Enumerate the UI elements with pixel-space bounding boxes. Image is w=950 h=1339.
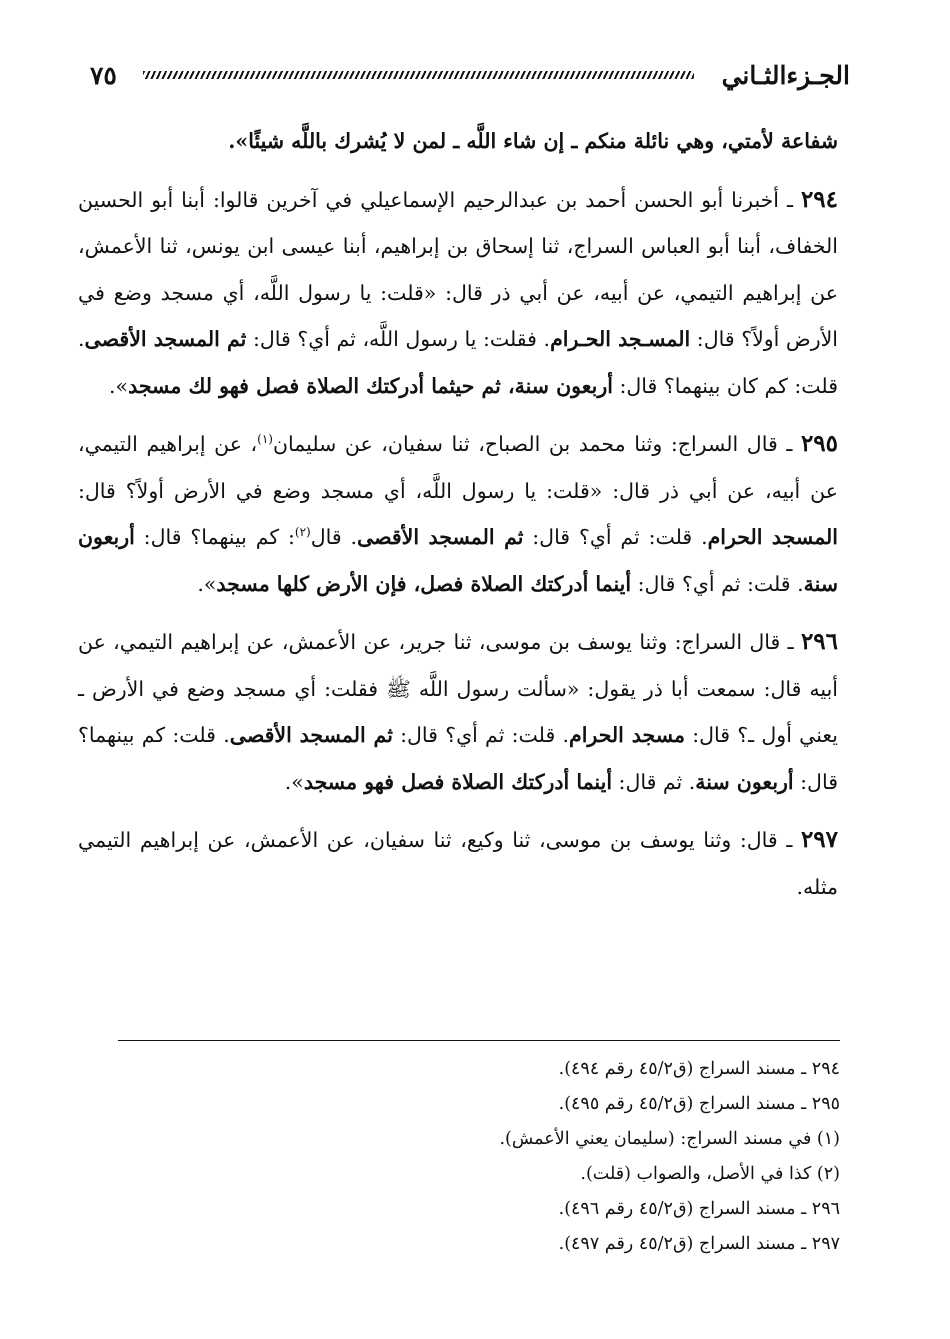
footnote-line: (٢) كذا في الأصل، والصواب (قلت). — [580, 1164, 840, 1184]
hadith-text: . ثم قال: — [612, 769, 696, 794]
hadith-text: . فقلت: يا رسول اللَّه، ثم أي؟ قال: — [246, 327, 551, 351]
bold-phrase: أربعون سنة — [78, 525, 838, 596]
footnote-line: (١) في مسند السراج: (سليمان يعني الأعمش). — [499, 1129, 840, 1149]
hadith-text: ». — [197, 571, 217, 596]
intro-text: شفاعة لأمتي، وهي نائلة منكم ـ إن شاء اللَّه ـ لمن لا يُشرك باللَّه شيئًا». — [228, 129, 838, 153]
footnote-marker[interactable]: (١) — [257, 432, 273, 447]
bold-phrase: أربعون سنة — [695, 769, 794, 794]
hadith-294 — [78, 177, 838, 410]
footnote-line: ٢٩٧ ـ مسند السراج (ق٤٥/٢ رقم ٤٩٧). — [558, 1234, 840, 1254]
hadith-text: ـ أخبرنا أبو الحسن أحمد بن عبدالرحيم الإسماعيلي في آخرين قالوا: أبنا أبو الحسين الخفاف، أبنا أبو العباس السراج، ثنا إسحاق بن إبراهيم، أبنا عيسى ابن يونس، ثنا الأعمش، عن إبراهيم التيمي، عن أبيه، عن أبي ذر قال: «قلت: يا رسول اللَّه، أي مسجد وضع في الأرض أولاً؟ قال: — [78, 187, 838, 351]
part-title: الجـزءالثـاني — [721, 60, 850, 90]
hadith-297 — [78, 817, 838, 910]
hadith-number: ٢٩٥ — [800, 430, 838, 457]
bold-phrase: ثم المسجد الأقصى — [229, 723, 393, 747]
hadith-296 — [78, 619, 838, 805]
footnote-marker[interactable]: (٢) — [294, 525, 311, 540]
footnote-line: ٢٩٤ ـ مسند السراج (ق٤٥/٢ رقم ٤٩٤). — [558, 1059, 840, 1079]
bold-phrase: أينما أدركتك الصلاة فصل فهو مسجد — [303, 769, 613, 794]
bold-phrase: المسـجد الحـرام — [550, 327, 691, 351]
bold-phrase: ثم المسجد الأقصى — [357, 525, 524, 549]
running-header — [90, 50, 850, 100]
intro-paragraph — [78, 118, 838, 165]
hadith-text: ـ قال السراج: وثنا يوسف بن موسى، ثنا جرير، عن الأعمش، عن إبراهيم التيمي، عن أبيه قال: سمعت أبا ذر يقول: «سألت رسول اللَّه ﷺ فقلت: أي مسجد وضع في الأرض ـ يعني أول ـ؟ قال: — [78, 630, 838, 747]
bold-phrase: أربعون سنة، ثم حيثما أدركتك الصلاة فصل فهو لك مسجد — [128, 373, 613, 398]
footnotes — [118, 1052, 840, 1262]
page-number: ٧٥ — [90, 60, 117, 90]
hadith-text: . قال — [310, 525, 358, 549]
footnote-line: ٢٩٥ ـ مسند السراج (ق٤٥/٢ رقم ٤٩٥). — [558, 1094, 840, 1114]
hadith-text: ». — [284, 769, 304, 794]
hadith-text: ـ قال السراج: وثنا محمد بن الصباح، ثنا سفيان، عن سليمان — [272, 432, 801, 456]
footnote-divider — [118, 1040, 840, 1041]
hadith-text: . قلت: كم كان بينهما؟ قال: — [78, 327, 838, 398]
hadith-text: . قلت: ثم أي؟ قال: — [631, 571, 804, 596]
hadith-text: . قلت: ثم أي؟ قال: — [392, 723, 569, 747]
hadith-text: : كم بينهما؟ قال: — [134, 525, 295, 549]
bold-phrase: المسجد الحرام — [707, 525, 839, 549]
bold-phrase: أينما أدركتك الصلاة فصل، فإن الأرض كلها مسجد — [216, 571, 632, 596]
hadith-text: . قلت: كم بينهما؟ قال: — [78, 723, 838, 794]
hadith-text: . قلت: ثم أي؟ قال: — [523, 525, 708, 549]
hadith-text: ـ قال: وثنا يوسف بن موسى، ثنا وكيع، ثنا سفيان، عن الأعمش، عن إبراهيم التيمي مثله. — [78, 828, 838, 899]
hadith-text: ». — [109, 373, 129, 398]
hadith-number: ٢٩٧ — [800, 826, 838, 853]
hadith-number: ٢٩٦ — [800, 628, 838, 655]
bold-phrase: مسجد الحرام — [569, 723, 685, 747]
bold-phrase: ثم المسجد الأقصى — [84, 327, 247, 351]
hadith-text: ، عن إبراهيم التيمي، عن أبيه، عن أبي ذر قال: «قلت: يا رسول اللَّه، أي مسجد وضع في الأرض أولاً؟ قال: — [78, 432, 838, 503]
main-text — [78, 118, 838, 910]
hadith-number: ٢٩٤ — [800, 185, 838, 213]
header-rule — [143, 71, 694, 79]
hadith-295 — [78, 421, 838, 607]
footnote-line: ٢٩٦ ـ مسند السراج (ق٤٥/٢ رقم ٤٩٦). — [558, 1199, 840, 1219]
